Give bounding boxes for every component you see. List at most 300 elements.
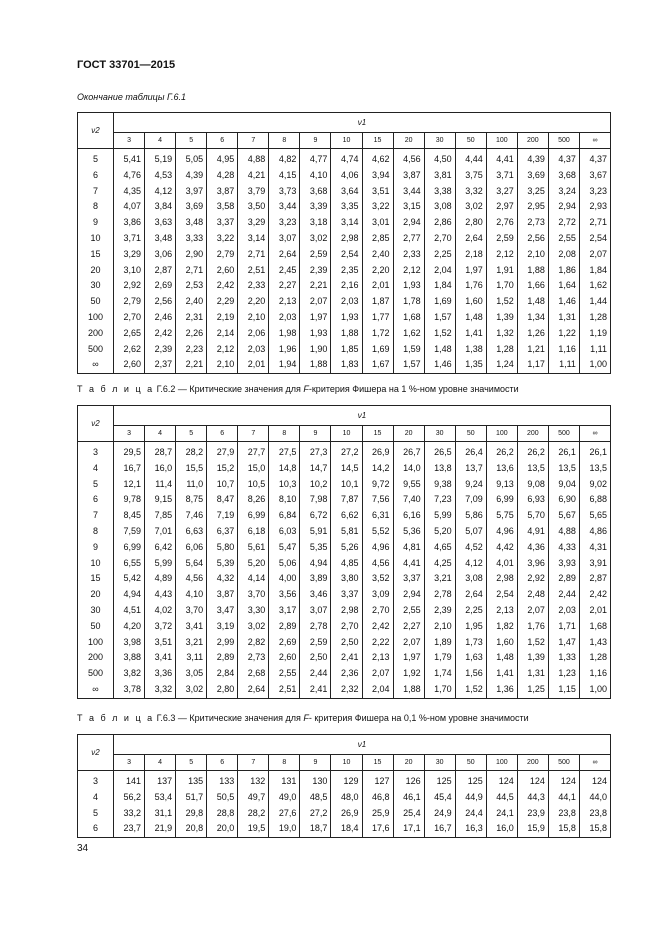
column-header: 9 <box>300 133 331 149</box>
table-cell: 4,36 <box>517 540 548 556</box>
table-cell: 45,4 <box>424 790 455 806</box>
table-cell: 3,63 <box>145 215 176 231</box>
table-cell: 44,5 <box>486 790 517 806</box>
table-cell: 4,77 <box>300 149 331 168</box>
table-cell: 26,1 <box>548 442 579 461</box>
table-cell: 4,96 <box>362 540 393 556</box>
table-cell: 127 <box>362 771 393 790</box>
table-cell: 2,69 <box>145 278 176 294</box>
table-cell: 2,70 <box>362 603 393 619</box>
table-cell: 48,0 <box>331 790 362 806</box>
table-cell: 2,54 <box>331 247 362 263</box>
table-cell: 130 <box>300 771 331 790</box>
table-cell: 3,96 <box>517 556 548 572</box>
table-cell: 4,86 <box>579 524 610 540</box>
column-header: 8 <box>269 426 300 442</box>
table-cell: 6,99 <box>486 492 517 508</box>
table-cell: 2,19 <box>207 310 238 326</box>
table-cell: 5,05 <box>176 149 207 168</box>
table-cell: 1,84 <box>424 278 455 294</box>
table-cell: 5,65 <box>579 508 610 524</box>
table-cell: 1,52 <box>455 682 486 698</box>
table-cell: 1,22 <box>548 326 579 342</box>
table-cell: 1,69 <box>362 342 393 358</box>
table-cell: 1,90 <box>300 342 331 358</box>
table-cell: 3,02 <box>238 619 269 635</box>
table-cell: 28,2 <box>238 806 269 822</box>
nu1-header: ν1 <box>114 406 611 426</box>
table-cell: 1,70 <box>486 278 517 294</box>
table-3-caption: Т а б л и ц а Г.6.3 — Критические значения для F- критерия Фишера на 0,1 %-ном уровне значимости <box>77 713 529 723</box>
table-row <box>78 682 611 698</box>
table-cell: 1,48 <box>424 342 455 358</box>
table-cell: 3,22 <box>207 231 238 247</box>
table-cell: 1,91 <box>486 263 517 279</box>
table-cell: 2,13 <box>486 603 517 619</box>
table-cell: 9,38 <box>424 477 455 493</box>
table-cell: 4,44 <box>455 149 486 168</box>
table-cell: 2,03 <box>331 294 362 310</box>
table-cell: 2,45 <box>269 263 300 279</box>
table-cell: 3,64 <box>331 184 362 200</box>
table-cell: 2,71 <box>176 263 207 279</box>
table-cell: 4,88 <box>548 524 579 540</box>
table-cell: 2,26 <box>176 326 207 342</box>
table-row <box>78 524 611 540</box>
table-cell: 2,25 <box>424 247 455 263</box>
table-cell: 2,59 <box>300 635 331 651</box>
table-row <box>78 603 611 619</box>
table-cell: 2,85 <box>362 231 393 247</box>
table-cell: 2,55 <box>393 603 424 619</box>
table-cell: 1,35 <box>455 357 486 373</box>
table-cell: 20,8 <box>176 821 207 837</box>
table-row <box>78 635 611 651</box>
table-cell: 26,5 <box>424 442 455 461</box>
table-cell: 3,68 <box>548 168 579 184</box>
table-cell: 3,39 <box>300 199 331 215</box>
table-cell: 27,3 <box>300 442 331 461</box>
row-header: 9 <box>78 215 114 231</box>
table-cell: 1,78 <box>393 294 424 310</box>
table-cell: 1,36 <box>486 682 517 698</box>
table-cell: 1,57 <box>393 357 424 373</box>
table-cell: 2,42 <box>362 619 393 635</box>
table-cell: 2,07 <box>362 666 393 682</box>
table-cell: 4,95 <box>207 149 238 168</box>
table-cell: 2,90 <box>176 247 207 263</box>
table-cell: 4,07 <box>114 199 145 215</box>
table-cell: 1,66 <box>517 278 548 294</box>
table-cell: 3,41 <box>176 619 207 635</box>
table-cell: 1,60 <box>455 294 486 310</box>
table-cell: 14,0 <box>393 461 424 477</box>
table-cell: 1,16 <box>579 666 610 682</box>
table-cell: 6,42 <box>145 540 176 556</box>
table-cell: 2,12 <box>486 247 517 263</box>
row-header: 8 <box>78 524 114 540</box>
table-cell: 4,37 <box>579 149 610 168</box>
table-cell: 8,47 <box>207 492 238 508</box>
table-cell: 4,94 <box>114 587 145 603</box>
table-cell: 3,01 <box>362 215 393 231</box>
table-cell: 2,33 <box>238 278 269 294</box>
table-cell: 2,33 <box>393 247 424 263</box>
table-cell: 26,2 <box>517 442 548 461</box>
table-cell: 33,2 <box>114 806 145 822</box>
table-cell: 6,16 <box>393 508 424 524</box>
table-cell: 4,25 <box>424 556 455 572</box>
table-cell: 2,44 <box>548 587 579 603</box>
table-row <box>78 556 611 572</box>
table-cell: 26,7 <box>393 442 424 461</box>
table-cell: 5,64 <box>176 556 207 572</box>
column-header: 100 <box>486 133 517 149</box>
table-cell: 1,21 <box>517 342 548 358</box>
table-cell: 7,46 <box>176 508 207 524</box>
table-cell: 1,87 <box>362 294 393 310</box>
table-cell: 3,09 <box>362 587 393 603</box>
table-cell: 4,02 <box>145 603 176 619</box>
table-cell: 4,42 <box>486 540 517 556</box>
table-cell: 1,32 <box>486 326 517 342</box>
table-cell: 2,92 <box>114 278 145 294</box>
table-row <box>78 168 611 184</box>
table-cell: 1,98 <box>269 326 300 342</box>
table-cell: 7,19 <box>207 508 238 524</box>
row-header: 5 <box>78 149 114 168</box>
table-cell: 2,04 <box>362 682 393 698</box>
table-cell: 1,11 <box>579 342 610 358</box>
table-cell: 7,98 <box>300 492 331 508</box>
table-cell: 2,32 <box>331 682 362 698</box>
table-row <box>78 357 611 373</box>
table-cell: 4,00 <box>269 571 300 587</box>
table-cell: 2,39 <box>300 263 331 279</box>
nu1-header: ν1 <box>114 113 611 133</box>
table-row <box>78 492 611 508</box>
table-cell: 1,74 <box>424 666 455 682</box>
table-cell: 15,8 <box>579 821 610 837</box>
table-cell: 5,42 <box>114 571 145 587</box>
table-cell: 3,44 <box>269 199 300 215</box>
table-cell: 1,47 <box>548 635 579 651</box>
table-cell: 2,72 <box>548 215 579 231</box>
table-cell: 1,48 <box>517 294 548 310</box>
table-cell: 31,1 <box>145 806 176 822</box>
table-cell: 2,79 <box>207 247 238 263</box>
table-cell: 7,23 <box>424 492 455 508</box>
table-cell: 3,02 <box>455 199 486 215</box>
column-header: 4 <box>145 426 176 442</box>
table-cell: 4,53 <box>145 168 176 184</box>
table-cell: 1,88 <box>331 326 362 342</box>
table-cell: 3,41 <box>145 650 176 666</box>
table-cell: 3,23 <box>269 215 300 231</box>
table-cell: 125 <box>455 771 486 790</box>
table-cell: 56,2 <box>114 790 145 806</box>
table-cell: 13,6 <box>486 461 517 477</box>
table-cell: 23,9 <box>517 806 548 822</box>
table-cell: 13,7 <box>455 461 486 477</box>
table-cell: 49,0 <box>269 790 300 806</box>
table-cell: 2,20 <box>238 294 269 310</box>
table-cell: 5,67 <box>548 508 579 524</box>
table-cell: 18,4 <box>331 821 362 837</box>
table-cell: 15,5 <box>176 461 207 477</box>
table-cell: 3,72 <box>145 619 176 635</box>
table-cell: 3,27 <box>486 184 517 200</box>
table-cell: 14,2 <box>362 461 393 477</box>
table-cell: 3,98 <box>114 635 145 651</box>
table-cell: 3,78 <box>114 682 145 698</box>
page-number: 34 <box>77 843 89 854</box>
table-cell: 1,46 <box>424 357 455 373</box>
table-cell: 5,41 <box>114 149 145 168</box>
table-cell: 3,88 <box>114 650 145 666</box>
row-header: 7 <box>78 184 114 200</box>
row-header: 6 <box>78 168 114 184</box>
table-cell: 2,94 <box>548 199 579 215</box>
table-cell: 53,4 <box>145 790 176 806</box>
table-cell: 13,5 <box>548 461 579 477</box>
table-cell: 2,82 <box>238 635 269 651</box>
column-header: 5 <box>176 755 207 771</box>
table-cell: 17,6 <box>362 821 393 837</box>
table-cell: 3,02 <box>300 231 331 247</box>
table-cell: 9,78 <box>114 492 145 508</box>
table-cell: 4,41 <box>486 149 517 168</box>
table-cell: 1,62 <box>579 278 610 294</box>
row-header: 30 <box>78 278 114 294</box>
table-cell: 1,19 <box>579 326 610 342</box>
table-cell: 14,8 <box>269 461 300 477</box>
table-cell: 2,12 <box>393 263 424 279</box>
table-row <box>78 650 611 666</box>
table-cell: 3,29 <box>238 215 269 231</box>
table-cell: 3,17 <box>269 603 300 619</box>
table-cell: 4,15 <box>269 168 300 184</box>
table-cell: 5,80 <box>207 540 238 556</box>
table-cell: 1,77 <box>362 310 393 326</box>
table-cell: 2,50 <box>300 650 331 666</box>
table-cell: 1,57 <box>424 310 455 326</box>
table-cell: 5,70 <box>517 508 548 524</box>
column-header: 6 <box>207 426 238 442</box>
table-cell: 2,12 <box>207 342 238 358</box>
table-cell: 1,93 <box>300 326 331 342</box>
table-cell: 2,56 <box>145 294 176 310</box>
table-cell: 5,20 <box>424 524 455 540</box>
column-header: 500 <box>548 133 579 149</box>
table-cell: 2,04 <box>424 263 455 279</box>
table-cell: 1,94 <box>269 357 300 373</box>
table-cell: 2,20 <box>362 263 393 279</box>
table-cell: 4,76 <box>114 168 145 184</box>
table-cell: 2,21 <box>300 278 331 294</box>
table-cell: 2,46 <box>145 310 176 326</box>
table-cell: 2,10 <box>424 619 455 635</box>
table-cell: 1,60 <box>486 635 517 651</box>
table-cell: 23,8 <box>579 806 610 822</box>
table-cell: 4,28 <box>207 168 238 184</box>
table-cell: 1,39 <box>486 310 517 326</box>
table-cell: 51,7 <box>176 790 207 806</box>
table-cell: 6,99 <box>238 508 269 524</box>
table-cell: 1,67 <box>362 357 393 373</box>
table-cell: 1,16 <box>548 342 579 358</box>
row-header: 8 <box>78 199 114 215</box>
table-cell: 2,64 <box>455 231 486 247</box>
table-cell: 3,94 <box>362 168 393 184</box>
column-header: 10 <box>331 755 362 771</box>
table-cell: 2,97 <box>486 199 517 215</box>
column-header: 5 <box>176 426 207 442</box>
table-cell: 5,81 <box>331 524 362 540</box>
table-cell: 1,62 <box>393 326 424 342</box>
table-cell: 2,51 <box>238 263 269 279</box>
table-cell: 16,0 <box>145 461 176 477</box>
table-cell: 23,7 <box>114 821 145 837</box>
table-cell: 3,48 <box>176 215 207 231</box>
table-cell: 1,15 <box>548 682 579 698</box>
table-cell: 25,9 <box>362 806 393 822</box>
table-cell: 1,44 <box>579 294 610 310</box>
table-cell: 4,85 <box>331 556 362 572</box>
table-cell: 1,97 <box>455 263 486 279</box>
column-header: 3 <box>114 755 145 771</box>
table-cell: 4,10 <box>176 587 207 603</box>
column-header: 15 <box>362 426 393 442</box>
table-cell: 4,06 <box>331 168 362 184</box>
table-cell: 3,15 <box>393 199 424 215</box>
table-cell: 3,56 <box>269 587 300 603</box>
table-cell: 4,89 <box>145 571 176 587</box>
table-cell: 5,39 <box>207 556 238 572</box>
table-cell: 21,9 <box>145 821 176 837</box>
table-cell: 131 <box>269 771 300 790</box>
table-cell: 2,71 <box>238 247 269 263</box>
table-cell: 2,22 <box>362 635 393 651</box>
table-cell: 2,60 <box>269 650 300 666</box>
table-cell: 27,2 <box>331 442 362 461</box>
table-cell: 28,2 <box>176 442 207 461</box>
table-cell: 4,14 <box>238 571 269 587</box>
table-cell: 2,29 <box>207 294 238 310</box>
row-header: 20 <box>78 263 114 279</box>
table-cell: 7,40 <box>393 492 424 508</box>
table-cell: 8,45 <box>114 508 145 524</box>
table-cell: 1,52 <box>424 326 455 342</box>
table-cell: 2,68 <box>238 666 269 682</box>
table-cell: 1,39 <box>517 650 548 666</box>
table-cell: 3,37 <box>331 587 362 603</box>
table-cell: 2,10 <box>517 247 548 263</box>
table-cell: 9,13 <box>486 477 517 493</box>
table-cell: 2,59 <box>486 231 517 247</box>
table-cell: 3,79 <box>238 184 269 200</box>
column-header: 15 <box>362 755 393 771</box>
table-cell: 2,86 <box>424 215 455 231</box>
table-cell: 2,21 <box>176 357 207 373</box>
table-cell: 3,21 <box>424 571 455 587</box>
table-cell: 2,80 <box>455 215 486 231</box>
table-row <box>78 821 611 837</box>
table-cell: 1,68 <box>393 310 424 326</box>
table-cell: 3,48 <box>145 231 176 247</box>
table-cell: 2,87 <box>579 571 610 587</box>
table-cell: 9,24 <box>455 477 486 493</box>
table-cell: 10,1 <box>331 477 362 493</box>
row-header: 5 <box>78 477 114 493</box>
table-cell: 3,69 <box>176 199 207 215</box>
table-cell: 11,0 <box>176 477 207 493</box>
table-cell: 3,91 <box>579 556 610 572</box>
table-cell: 2,64 <box>238 682 269 698</box>
table-cell: 2,07 <box>393 635 424 651</box>
table-cell: 2,78 <box>300 619 331 635</box>
nu1-header: ν1 <box>114 735 611 755</box>
table-cell: 2,98 <box>331 603 362 619</box>
table-cell: 2,27 <box>393 619 424 635</box>
table-cell: 12,1 <box>114 477 145 493</box>
table-cell: 3,71 <box>486 168 517 184</box>
column-header: 100 <box>486 755 517 771</box>
table-cell: 6,63 <box>176 524 207 540</box>
table-cell: 3,30 <box>238 603 269 619</box>
table-cell: 3,71 <box>114 231 145 247</box>
table-cell: 14,5 <box>331 461 362 477</box>
continuation-caption: Окончание таблицы Г.6.1 <box>77 92 186 102</box>
table-row <box>78 771 611 790</box>
table-cell: 44,9 <box>455 790 486 806</box>
table-cell: 1,00 <box>579 357 610 373</box>
table-cell: 6,84 <box>269 508 300 524</box>
table-cell: 3,69 <box>517 168 548 184</box>
table-cell: 3,58 <box>207 199 238 215</box>
table-cell: 1,31 <box>548 310 579 326</box>
column-header: 200 <box>517 133 548 149</box>
table-cell: 16,3 <box>455 821 486 837</box>
column-header: 9 <box>300 755 331 771</box>
table-cell: 18,7 <box>300 821 331 837</box>
table-cell: 2,53 <box>176 278 207 294</box>
table-cell: 2,73 <box>517 215 548 231</box>
table-cell: 27,5 <box>269 442 300 461</box>
table-cell: 4,82 <box>269 149 300 168</box>
table-cell: 5,36 <box>393 524 424 540</box>
table-cell: 10,3 <box>269 477 300 493</box>
table-cell: 1,28 <box>579 650 610 666</box>
table-cell: 7,56 <box>362 492 393 508</box>
column-header: 50 <box>455 755 486 771</box>
table-cell: 9,55 <box>393 477 424 493</box>
table-cell: 6,88 <box>579 492 610 508</box>
table-row <box>78 666 611 682</box>
table-cell: 2,60 <box>207 263 238 279</box>
table-cell: 27,6 <box>269 806 300 822</box>
table-cell: 2,18 <box>455 247 486 263</box>
table-row <box>78 540 611 556</box>
table-cell: 24,4 <box>455 806 486 822</box>
row-header: 5 <box>78 806 114 822</box>
column-header: 7 <box>238 426 269 442</box>
column-header: 20 <box>393 426 424 442</box>
table-cell: 4,74 <box>331 149 362 168</box>
table-cell: 13,5 <box>579 461 610 477</box>
table-cell: 125 <box>424 771 455 790</box>
row-header: 50 <box>78 294 114 310</box>
